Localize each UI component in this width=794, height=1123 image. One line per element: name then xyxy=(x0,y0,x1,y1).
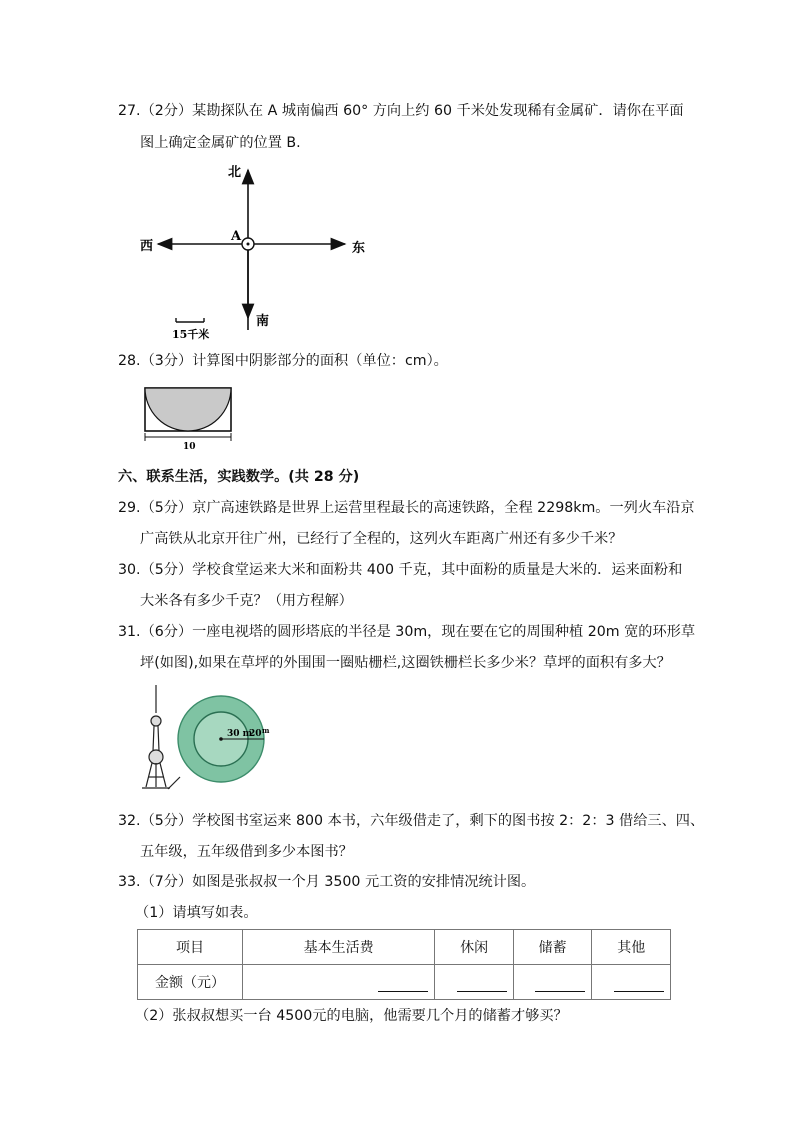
tower-illustration xyxy=(142,685,180,789)
q27-line1: 27.（2分）某勘探队在 A 城南偏西 60° 方向上约 60 千米处发现稀有金属矿．请你在平面 xyxy=(118,103,684,119)
answer-blank-savings[interactable] xyxy=(513,965,592,1000)
answer-blank-other[interactable] xyxy=(592,965,671,1000)
row-label: 金额（元） xyxy=(138,965,243,1000)
q33-sub2: （2）张叔叔想买一台 4500元的电脑，他需要几个月的储蓄才够买？ xyxy=(135,1008,568,1024)
answer-blank-living[interactable] xyxy=(243,965,435,1000)
compass-figure xyxy=(140,160,380,345)
q30-line1: 30.（5分）学校食堂运来大米和面粉共 400 千克，其中面粉的质量是大米的．运来面粉和 xyxy=(118,562,683,578)
tv-tower-figure xyxy=(140,683,270,795)
table-header: 基本生活费 xyxy=(243,930,435,965)
label-point-a: A xyxy=(231,229,242,244)
label-ring-unit: m xyxy=(262,726,270,735)
answer-blank-leisure[interactable] xyxy=(435,965,514,1000)
q31-line2: 坪(如图),如果在草坪的外围围一圈贴栅栏,这圈铁栅栏长多少米？草坪的面积有多大？ xyxy=(140,655,671,671)
q29-line1: 29.（5分）京广高速铁路是世界上运营里程最长的高速铁路，全程 2298km。一列火车沿京 xyxy=(118,500,695,516)
width-label: 10 xyxy=(183,442,196,452)
q33-sub1: （1）请填写如表。 xyxy=(135,905,258,921)
table-header: 其他 xyxy=(592,930,671,965)
label-north: 北 xyxy=(228,165,242,180)
table-header-row xyxy=(138,930,671,965)
table-header: 储蓄 xyxy=(513,930,592,965)
q30-line2: 大米各有多少千克？（用方程解） xyxy=(140,593,353,609)
label-west: 西 xyxy=(140,239,154,254)
q29-line2: 广高铁从北京开往广州，已经行了全程的，这列火车距离广州还有多少千米？ xyxy=(140,531,623,547)
table-row xyxy=(138,965,671,1000)
q33-line1: 33.（7分）如图是张叔叔一个月 3500 元工资的安排情况统计图。 xyxy=(118,874,536,890)
q27-line2: 图上确定金属矿的位置 B. xyxy=(140,135,301,151)
label-inner-radius: 30 m xyxy=(227,729,253,739)
label-east: 东 xyxy=(352,241,366,256)
section-title: 六、联系生活，实践数学。(共 28 分) xyxy=(118,469,360,485)
label-south: 南 xyxy=(256,314,270,329)
q32-line1: 32.（5分）学校图书室运来 800 本书，六年级借走了，剩下的图书按 2：2：3 借给三、四、 xyxy=(118,813,705,829)
label-ring-width: 20 xyxy=(249,729,262,739)
q28-line1: 28.（3分）计算图中阴影部分的面积（单位：cm）。 xyxy=(118,353,448,369)
scale-label: 15千米 xyxy=(172,328,210,341)
table-header: 项目 xyxy=(138,930,243,965)
q32-line2: 五年级，五年级借到多少本图书？ xyxy=(140,844,353,860)
q31-line1: 31.（6分）一座电视塔的圆形塔底的半径是 30m，现在要在它的周围种植 20m 宽的环形草 xyxy=(118,624,696,640)
table-header: 休闲 xyxy=(435,930,514,965)
shaded-area-figure xyxy=(140,385,240,453)
amount-table xyxy=(137,929,671,1000)
